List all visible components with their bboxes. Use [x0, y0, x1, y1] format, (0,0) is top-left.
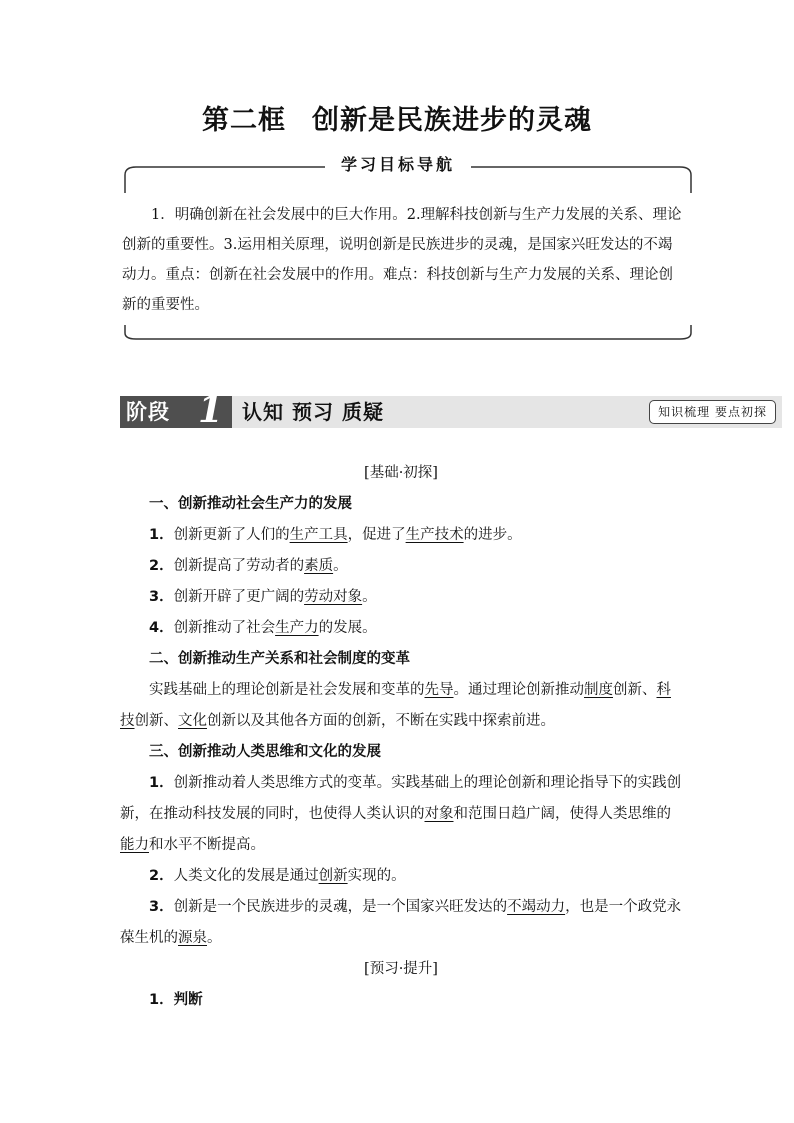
- item-text: 实现的。: [347, 868, 406, 884]
- item-number: 1．: [149, 992, 174, 1008]
- para-text: 创新以及其他各方面的创新，不断在实践中探索前进。: [207, 713, 555, 729]
- stage-title-1: 认知: [242, 400, 284, 424]
- answer-blank: 素质: [304, 558, 334, 574]
- item-text: 。: [207, 930, 222, 946]
- stage-title-3: 质疑: [342, 400, 384, 424]
- answer-blank: 生产技术: [405, 527, 464, 543]
- section3-heading: 三、创新推动人类思维和文化的发展: [149, 744, 381, 760]
- content: [120, 458, 682, 1016]
- item-number: 1．: [149, 775, 174, 791]
- basics-label: [基础·初探]: [364, 465, 438, 481]
- item-number: 1．: [149, 527, 174, 543]
- item-text: 创新更新了人们的: [173, 527, 290, 543]
- item-text: ，促进了: [347, 527, 406, 543]
- answer-blank: 创新: [318, 868, 348, 884]
- answer-blank: 生产工具: [289, 527, 348, 543]
- para-text: 。通过理论创新推动: [453, 682, 584, 698]
- section1-item-1: [120, 520, 682, 551]
- item-text: 人类文化的发展是通过: [173, 868, 319, 884]
- item-text: 创新开辟了更广阔的: [173, 589, 305, 605]
- section3-item-3: [120, 892, 682, 954]
- stage-tag: 知识梳理 要点初探: [649, 400, 776, 424]
- stage-number: 1: [198, 389, 224, 431]
- item-number: 2．: [149, 868, 174, 884]
- item-number: 2．: [149, 558, 174, 574]
- answer-blank: 不竭动力: [507, 899, 566, 915]
- item-text: 和水平不断提高。: [149, 837, 265, 853]
- section1-heading: 一、创新推动社会生产力的发展: [149, 496, 352, 512]
- answer-blank: 能力: [120, 837, 149, 853]
- section2-paragraph: [120, 675, 682, 737]
- section3-item-1: [120, 768, 682, 861]
- goal-label: 学习目标导航: [325, 152, 471, 178]
- answer-blank: 对象: [424, 806, 454, 822]
- item-text: 创新推动着人类思维方式的变革。实践基础上的理论创新和理论指导下的实践创新，在推动科技发展的同时，也使得人类认识的: [120, 775, 682, 822]
- item-text: ，也是一个政党永葆生机的: [120, 899, 682, 946]
- judge-label: 判断: [173, 992, 203, 1008]
- stage-title-2: 预习: [292, 400, 334, 424]
- item-number: 3．: [149, 589, 174, 605]
- item-text: 的进步。: [463, 527, 522, 543]
- stage-badge: [120, 389, 232, 431]
- section1-item-2: [120, 551, 682, 582]
- stage-banner: [120, 389, 782, 431]
- section1-item-4: [120, 613, 682, 644]
- item-text: 。: [333, 558, 348, 574]
- item-text: 的发展。: [318, 620, 377, 636]
- answer-blank: 劳动对象: [304, 589, 363, 605]
- answer-blank: 生产力: [275, 620, 319, 636]
- para-text: 实践基础上的理论创新是社会发展和变革的: [149, 682, 425, 698]
- item-text: 创新提高了劳动者的: [173, 558, 305, 574]
- preview-label: [预习·提升]: [364, 961, 438, 977]
- item-text: 创新推动了社会: [173, 620, 276, 636]
- stage-prefix: 阶段: [126, 400, 170, 424]
- answer-blank: 文化: [178, 713, 207, 729]
- para-text: 创新、: [613, 682, 657, 698]
- section1-item-3: [120, 582, 682, 613]
- answer-blank: 先导: [424, 682, 454, 698]
- goal-text: 1．明确创新在社会发展中的巨大作用。2.理解科技创新与生产力发展的关系、理论创新的重要性。3.运用相关原理，说明创新是民族进步的灵魂，是国家兴旺发达的不竭动力。重点：创新在社会发展中的作用。难点：科技创新与生产力发展的关系、理论创新的重要性。: [122, 207, 682, 313]
- section3-item-2: [120, 861, 682, 892]
- answer-blank: 科技: [120, 682, 671, 729]
- answer-blank: 源泉: [178, 930, 207, 946]
- answer-blank: 制度: [584, 682, 613, 698]
- page-title: [0, 98, 794, 137]
- item-number: 4．: [149, 620, 174, 636]
- stage-title: [242, 396, 384, 428]
- title-topic: 创新是民族进步的灵魂: [312, 105, 592, 136]
- title-frame-number: 第二框: [202, 105, 286, 136]
- item-text: 。: [362, 589, 377, 605]
- item-text: 和范围日趋广阔，使得人类思维的: [453, 806, 671, 822]
- para-text: 创新、: [134, 713, 178, 729]
- judge-heading: [120, 985, 682, 1016]
- item-text: 创新是一个民族进步的灵魂，是一个国家兴旺发达的: [173, 899, 508, 915]
- section2-heading: 二、创新推动生产关系和社会制度的变革: [149, 651, 410, 667]
- item-number: 3．: [149, 899, 174, 915]
